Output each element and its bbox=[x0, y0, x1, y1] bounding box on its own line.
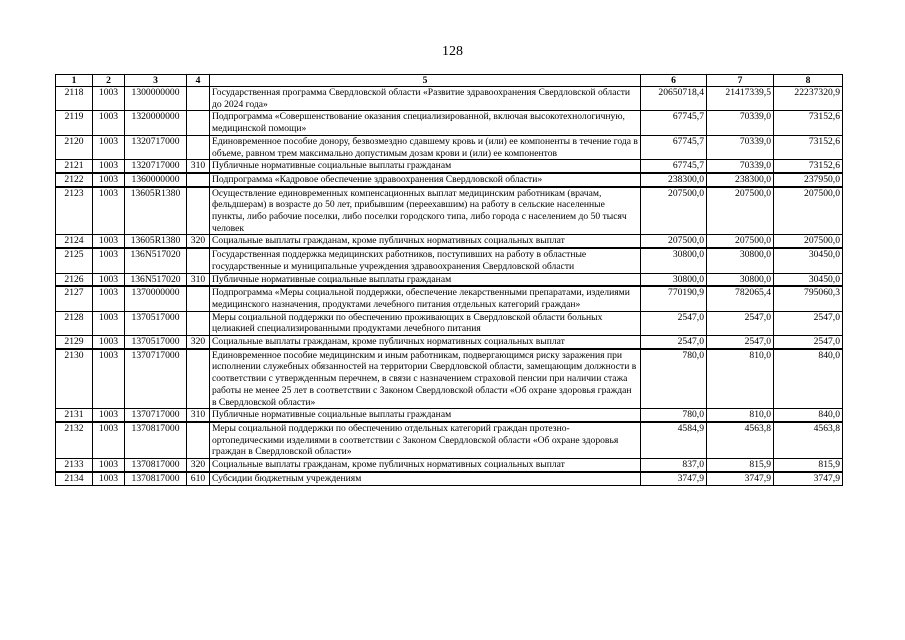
target-article-cell: 1370517000 bbox=[125, 311, 187, 335]
value-year1-cell: 770190,9 bbox=[641, 286, 707, 311]
name-cell: Публичные нормативные социальные выплаты гражданам bbox=[210, 160, 641, 173]
header-cell: 5 bbox=[210, 75, 641, 87]
expense-type-cell: 320 bbox=[187, 336, 210, 349]
expense-type-cell bbox=[187, 87, 210, 111]
value-year3-cell: 30450,0 bbox=[774, 273, 843, 286]
row-number-cell: 2126 bbox=[56, 273, 93, 286]
value-year2-cell: 238300,0 bbox=[707, 173, 774, 187]
row-number-cell: 2118 bbox=[56, 87, 93, 111]
value-year2-cell: 207500,0 bbox=[707, 187, 774, 235]
value-year3-cell: 237950,0 bbox=[774, 173, 843, 187]
target-article-cell: 1370517000 bbox=[125, 336, 187, 349]
row-number-cell: 2128 bbox=[56, 311, 93, 335]
header-cell: 3 bbox=[125, 75, 187, 87]
name-cell: Подпрограмма «Совершенствование оказания специализированной, включая высокотехнологичную, медицинской помощи» bbox=[210, 111, 641, 135]
value-year2-cell: 30800,0 bbox=[707, 248, 774, 273]
section-cell: 1003 bbox=[93, 87, 125, 111]
expense-type-cell: 310 bbox=[187, 160, 210, 173]
row-number-cell: 2131 bbox=[56, 409, 93, 422]
target-article-cell: 1360000000 bbox=[125, 173, 187, 187]
value-year2-cell: 782065,4 bbox=[707, 286, 774, 311]
table-row bbox=[56, 422, 843, 459]
value-year2-cell: 70339,0 bbox=[707, 111, 774, 135]
name-cell: Публичные нормативные социальные выплаты гражданам bbox=[210, 409, 641, 422]
target-article-cell: 1370817000 bbox=[125, 422, 187, 459]
budget-table bbox=[55, 74, 843, 486]
value-year2-cell: 207500,0 bbox=[707, 235, 774, 248]
section-cell: 1003 bbox=[93, 111, 125, 135]
value-year3-cell: 840,0 bbox=[774, 409, 843, 422]
value-year1-cell: 2547,0 bbox=[641, 311, 707, 335]
expense-type-cell bbox=[187, 349, 210, 409]
value-year1-cell: 67745,7 bbox=[641, 135, 707, 159]
expense-type-cell: 310 bbox=[187, 409, 210, 422]
value-year3-cell: 73152,6 bbox=[774, 111, 843, 135]
value-year3-cell: 4563,8 bbox=[774, 422, 843, 459]
section-cell: 1003 bbox=[93, 311, 125, 335]
section-cell: 1003 bbox=[93, 472, 125, 485]
table-row bbox=[56, 409, 843, 422]
target-article-cell: 13605R1380 bbox=[125, 235, 187, 248]
target-article-cell: 1320000000 bbox=[125, 111, 187, 135]
value-year1-cell: 30800,0 bbox=[641, 273, 707, 286]
value-year2-cell: 815,9 bbox=[707, 459, 774, 472]
table-row bbox=[56, 273, 843, 286]
expense-type-cell: 320 bbox=[187, 235, 210, 248]
target-article-cell: 1320717000 bbox=[125, 160, 187, 173]
table-row bbox=[56, 173, 843, 187]
expense-type-cell bbox=[187, 135, 210, 159]
value-year3-cell: 207500,0 bbox=[774, 187, 843, 235]
value-year1-cell: 67745,7 bbox=[641, 111, 707, 135]
row-number-cell: 2132 bbox=[56, 422, 93, 459]
value-year1-cell: 20650718,4 bbox=[641, 87, 707, 111]
expense-type-cell bbox=[187, 187, 210, 235]
value-year1-cell: 238300,0 bbox=[641, 173, 707, 187]
row-number-cell: 2124 bbox=[56, 235, 93, 248]
value-year1-cell: 780,0 bbox=[641, 409, 707, 422]
row-number-cell: 2134 bbox=[56, 472, 93, 485]
table-row bbox=[56, 135, 843, 159]
value-year1-cell: 207500,0 bbox=[641, 187, 707, 235]
target-article-cell: 1370817000 bbox=[125, 472, 187, 485]
value-year2-cell: 3747,9 bbox=[707, 472, 774, 485]
value-year2-cell: 2547,0 bbox=[707, 311, 774, 335]
value-year3-cell: 815,9 bbox=[774, 459, 843, 472]
table-row bbox=[56, 187, 843, 235]
value-year2-cell: 70339,0 bbox=[707, 160, 774, 173]
name-cell: Подпрограмма «Кадровое обеспечение здравоохранения Свердловской области» bbox=[210, 173, 641, 187]
table-body bbox=[56, 87, 843, 486]
section-cell: 1003 bbox=[93, 422, 125, 459]
value-year3-cell: 3747,9 bbox=[774, 472, 843, 485]
value-year3-cell: 795060,3 bbox=[774, 286, 843, 311]
expense-type-cell: 310 bbox=[187, 273, 210, 286]
row-number-cell: 2121 bbox=[56, 160, 93, 173]
name-cell: Единовременное пособие медицинским и иным работникам, подвергающимся риску заражения при исполнении служебных обязанностей на территории Свердловской области, замещающим должности в соответствии с утвержденным перечнем, в связи с назначением страховой пенсии при наличии стажа работы не менее 25 лет в соответствии с Законом Свердловской области «Об охране здоровья граждан в Свердловской области» bbox=[210, 349, 641, 409]
row-number-cell: 2127 bbox=[56, 286, 93, 311]
header-cell: 6 bbox=[641, 75, 707, 87]
value-year3-cell: 30450,0 bbox=[774, 248, 843, 273]
value-year3-cell: 22237320,9 bbox=[774, 87, 843, 111]
table-row bbox=[56, 311, 843, 335]
section-cell: 1003 bbox=[93, 286, 125, 311]
header-cell: 4 bbox=[187, 75, 210, 87]
section-cell: 1003 bbox=[93, 235, 125, 248]
table-row bbox=[56, 235, 843, 248]
name-cell: Государственная поддержка медицинских работников, поступивших на работу в областные государственные и муниципальные учреждения здравоохранения Свердловской области bbox=[210, 248, 641, 273]
expense-type-cell bbox=[187, 111, 210, 135]
name-cell: Субсидии бюджетным учреждениям bbox=[210, 472, 641, 485]
row-number-cell: 2125 bbox=[56, 248, 93, 273]
value-year3-cell: 207500,0 bbox=[774, 235, 843, 248]
target-article-cell: 1370717000 bbox=[125, 349, 187, 409]
target-article-cell: 13605R1380 bbox=[125, 187, 187, 235]
row-number-cell: 2130 bbox=[56, 349, 93, 409]
name-cell: Социальные выплаты гражданам, кроме публичных нормативных социальных выплат bbox=[210, 459, 641, 472]
value-year1-cell: 30800,0 bbox=[641, 248, 707, 273]
expense-type-cell bbox=[187, 286, 210, 311]
value-year1-cell: 207500,0 bbox=[641, 235, 707, 248]
value-year1-cell: 780,0 bbox=[641, 349, 707, 409]
expense-type-cell: 320 bbox=[187, 459, 210, 472]
table-row bbox=[56, 336, 843, 349]
value-year3-cell: 840,0 bbox=[774, 349, 843, 409]
header-cell: 7 bbox=[707, 75, 774, 87]
value-year3-cell: 2547,0 bbox=[774, 336, 843, 349]
value-year2-cell: 21417339,5 bbox=[707, 87, 774, 111]
expense-type-cell bbox=[187, 422, 210, 459]
table-row bbox=[56, 349, 843, 409]
target-article-cell: 1300000000 bbox=[125, 87, 187, 111]
expense-type-cell bbox=[187, 311, 210, 335]
name-cell: Меры социальной поддержки по обеспечению проживающих в Свердловской области больных целиакией специализированными продуктами лечебного питания bbox=[210, 311, 641, 335]
header-cell: 1 bbox=[56, 75, 93, 87]
section-cell: 1003 bbox=[93, 459, 125, 472]
header-row bbox=[56, 75, 843, 87]
table-row bbox=[56, 459, 843, 472]
table-row bbox=[56, 160, 843, 173]
page-number: 128 bbox=[442, 44, 463, 59]
table-row bbox=[56, 472, 843, 485]
table-row bbox=[56, 248, 843, 273]
target-article-cell: 1320717000 bbox=[125, 135, 187, 159]
value-year1-cell: 2547,0 bbox=[641, 336, 707, 349]
value-year1-cell: 67745,7 bbox=[641, 160, 707, 173]
value-year3-cell: 2547,0 bbox=[774, 311, 843, 335]
name-cell: Единовременное пособие донору, безвозмездно сдавшему кровь и (или) ее компоненты в течение года в объеме, равном трем максимально допустимым дозам крови и (или) ее компонентов bbox=[210, 135, 641, 159]
section-cell: 1003 bbox=[93, 273, 125, 286]
value-year1-cell: 3747,9 bbox=[641, 472, 707, 485]
name-cell: Публичные нормативные социальные выплаты гражданам bbox=[210, 273, 641, 286]
row-number-cell: 2122 bbox=[56, 173, 93, 187]
name-cell: Осуществление единовременных компенсационных выплат медицинским работникам (врачам, фельдшерам) в возрасте до 50 лет, прибывшим (переехавшим) на работу в сельские населенные пункты, либо рабочие поселки, либо поселки городского типа, либо города с населением до 50 тысяч человек bbox=[210, 187, 641, 235]
name-cell: Социальные выплаты гражданам, кроме публичных нормативных социальных выплат bbox=[210, 235, 641, 248]
target-article-cell: 1370717000 bbox=[125, 409, 187, 422]
header-cell: 8 bbox=[774, 75, 843, 87]
table-row bbox=[56, 87, 843, 111]
value-year3-cell: 73152,6 bbox=[774, 160, 843, 173]
name-cell: Государственная программа Свердловской области «Развитие здравоохранения Свердловской области до 2024 года» bbox=[210, 87, 641, 111]
target-article-cell: 136N517020 bbox=[125, 273, 187, 286]
value-year3-cell: 73152,6 bbox=[774, 135, 843, 159]
expense-type-cell bbox=[187, 248, 210, 273]
section-cell: 1003 bbox=[93, 173, 125, 187]
row-number-cell: 2119 bbox=[56, 111, 93, 135]
expense-type-cell: 610 bbox=[187, 472, 210, 485]
value-year2-cell: 70339,0 bbox=[707, 135, 774, 159]
value-year2-cell: 810,0 bbox=[707, 409, 774, 422]
name-cell: Меры социальной поддержки по обеспечению отдельных категорий граждан протезно-ортопедическими изделиями в соответствии с Законом Свердловской области «Об охране здоровья граждан в Свердловской области» bbox=[210, 422, 641, 459]
table-row bbox=[56, 111, 843, 135]
row-number-cell: 2123 bbox=[56, 187, 93, 235]
section-cell: 1003 bbox=[93, 336, 125, 349]
value-year2-cell: 4563,8 bbox=[707, 422, 774, 459]
section-cell: 1003 bbox=[93, 135, 125, 159]
section-cell: 1003 bbox=[93, 160, 125, 173]
value-year2-cell: 2547,0 bbox=[707, 336, 774, 349]
section-cell: 1003 bbox=[93, 187, 125, 235]
name-cell: Социальные выплаты гражданам, кроме публичных нормативных социальных выплат bbox=[210, 336, 641, 349]
table-row bbox=[56, 286, 843, 311]
expense-type-cell bbox=[187, 173, 210, 187]
section-cell: 1003 bbox=[93, 248, 125, 273]
header-cell: 2 bbox=[93, 75, 125, 87]
value-year2-cell: 810,0 bbox=[707, 349, 774, 409]
row-number-cell: 2120 bbox=[56, 135, 93, 159]
name-cell: Подпрограмма «Меры социальной поддержки, обеспечение лекарственными препаратами, изделиями медицинского назначения, продуктами лечебного питания отдельных категорий граждан» bbox=[210, 286, 641, 311]
target-article-cell: 1370817000 bbox=[125, 459, 187, 472]
section-cell: 1003 bbox=[93, 409, 125, 422]
target-article-cell: 1370000000 bbox=[125, 286, 187, 311]
value-year2-cell: 30800,0 bbox=[707, 273, 774, 286]
value-year1-cell: 4584,9 bbox=[641, 422, 707, 459]
value-year1-cell: 837,0 bbox=[641, 459, 707, 472]
row-number-cell: 2133 bbox=[56, 459, 93, 472]
section-cell: 1003 bbox=[93, 349, 125, 409]
row-number-cell: 2129 bbox=[56, 336, 93, 349]
target-article-cell: 136N517020 bbox=[125, 248, 187, 273]
